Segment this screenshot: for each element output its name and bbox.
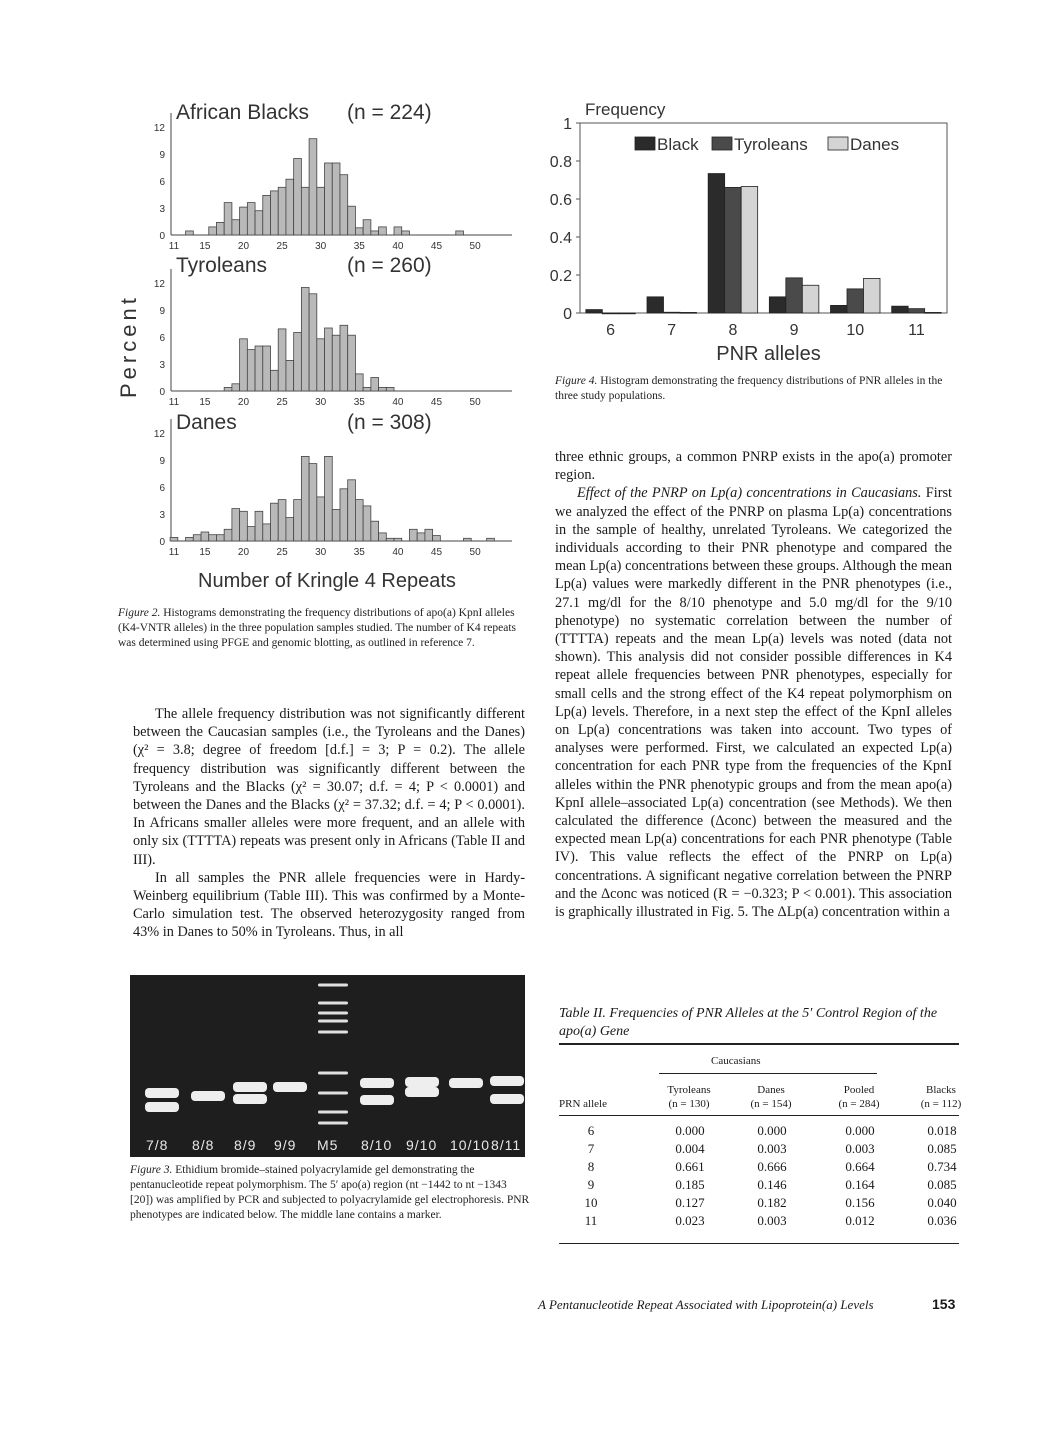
x-tick-label: 50: [469, 241, 481, 252]
marker-band: [318, 984, 348, 987]
histogram-bar: [193, 535, 201, 541]
histogram-bar: [379, 533, 387, 541]
y-tick-label: 12: [153, 429, 165, 440]
frequency-cell: 0.023: [675, 1213, 705, 1228]
histogram-bar: [186, 537, 194, 541]
table-row: [559, 1195, 959, 1213]
histogram-bar: [186, 231, 194, 235]
histogram-bar: [402, 231, 410, 235]
y-tick-label: 0.6: [549, 192, 572, 209]
frequency-cell: 0.085: [927, 1177, 957, 1192]
x-tick-label: 7: [667, 322, 677, 339]
histogram-title: African Blacks: [176, 101, 310, 124]
histogram-bar: [263, 524, 271, 541]
histogram-bar: [294, 500, 302, 541]
gel-lane-label: 7/8: [146, 1137, 169, 1153]
figure-4-chart: [540, 95, 970, 370]
bar-black: [647, 297, 664, 313]
histogram-bar: [379, 227, 387, 235]
figure-4-caption-text: Histogram demonstrating the frequency distributions of PNR alleles in the three study populations.: [555, 375, 943, 402]
figure-3-caption: [130, 1163, 530, 1223]
histogram-bar: [232, 509, 240, 541]
histogram-bar: [332, 163, 340, 235]
y-axis-label-percent: Percent: [116, 294, 141, 398]
page-number: 153: [932, 1296, 956, 1312]
x-tick-label: 50: [469, 547, 481, 558]
marker-band: [318, 1031, 348, 1034]
y-tick-label: 0: [563, 306, 572, 323]
y-tick-label: 9: [159, 456, 165, 467]
histogram-bar: [286, 360, 294, 391]
histogram-bar: [394, 227, 402, 235]
column-label: Danes: [757, 1084, 785, 1096]
histogram-bar: [301, 187, 309, 235]
allele-cell: 7: [587, 1141, 595, 1156]
table-2-title: Table II. Frequencies of PNR Alleles at the 5′ Control Region of the apo(a) Gene: [559, 1006, 938, 1039]
histogram-bar: [340, 175, 348, 235]
legend-label: Black: [657, 135, 699, 154]
histogram-bar: [409, 529, 417, 541]
legend: [635, 135, 899, 154]
histogram-bar: [363, 506, 371, 541]
histogram-bar: [240, 511, 248, 541]
histogram-bar: [240, 207, 248, 235]
x-tick-label: 8: [728, 322, 738, 339]
y-tick-label: 0: [159, 387, 165, 398]
histogram-bar: [240, 339, 248, 391]
histogram-bar: [201, 532, 209, 541]
allele-cell: 9: [587, 1177, 595, 1192]
y-tick-label: 3: [159, 360, 165, 371]
gel-band: [273, 1082, 307, 1092]
histogram-bar: [386, 387, 394, 391]
histogram-bar: [340, 325, 348, 391]
y-tick-label: 9: [159, 150, 165, 161]
bar-tyroleans: [847, 289, 864, 313]
x-tick-label: 9: [789, 322, 799, 339]
histogram-bar: [247, 527, 255, 541]
frequency-cell: 0.146: [757, 1177, 787, 1192]
x-tick-label: 25: [276, 397, 288, 408]
x-tick-label: 45: [430, 397, 443, 408]
histogram-bar: [294, 333, 302, 392]
gel-band: [233, 1082, 267, 1092]
histogram-bar: [278, 329, 286, 391]
table-2-column-header: [743, 1083, 799, 1111]
column-label: Blacks: [926, 1084, 956, 1096]
section-heading: Effect of the PNRP on Lp(a) concentrations in Caucasians.: [577, 485, 922, 502]
column-sample-size: (n = 284): [838, 1098, 880, 1110]
histogram-bar: [394, 538, 402, 541]
allele-cell: 10: [584, 1195, 598, 1210]
histogram-bar: [209, 227, 217, 235]
figure-2-caption-text: Histograms demonstrating the frequency distributions of apo(a) KpnI alleles (K4-VNTR alleles) in the three population samples studied. The number of K4 repeats was determined using PFGE and genomic blotting, as outlined in reference 7.: [118, 607, 517, 649]
x-tick-label: 11: [168, 241, 180, 252]
frequency-cell: 0.004: [675, 1141, 705, 1156]
marker-band: [318, 1072, 348, 1075]
x-tick-label: 15: [199, 397, 211, 408]
histogram-tyroleans: [154, 254, 512, 408]
bar-black: [708, 174, 725, 313]
x-tick-label: 10: [846, 322, 865, 339]
histogram-bar: [286, 518, 294, 541]
gel-image: [130, 975, 525, 1157]
histogram-n-label: (n = 224): [347, 101, 432, 124]
frequency-cell: 0.164: [845, 1177, 875, 1192]
histogram-bar: [170, 537, 178, 541]
y-tick-label: 0.4: [549, 230, 572, 247]
histogram-bar: [425, 529, 433, 541]
table-2-column-header: [559, 1097, 629, 1111]
histogram-bar: [247, 203, 255, 235]
histogram-bar: [371, 378, 379, 392]
figure-2-caption: [118, 606, 526, 651]
legend-label: Tyroleans: [734, 135, 808, 154]
histogram-title: Tyroleans: [176, 254, 268, 277]
histogram-bar: [317, 497, 325, 541]
histogram-bar: [216, 222, 224, 235]
frequency-cell: 0.003: [845, 1141, 875, 1156]
histogram-bar: [379, 387, 387, 391]
histogram-bar: [294, 159, 302, 236]
histogram-bar: [255, 511, 263, 541]
histogram-n-label: (n = 308): [347, 411, 432, 434]
histogram-bar: [325, 456, 333, 541]
gel-lane-label: 8/11: [491, 1137, 522, 1153]
legend-swatch-danes: [828, 137, 848, 150]
histogram-n-label: (n = 260): [347, 254, 432, 277]
histogram-bar: [487, 538, 495, 541]
bar-tyroleans: [908, 309, 925, 313]
histogram-bar: [433, 536, 441, 541]
frequency-cell: 0.182: [757, 1195, 787, 1210]
column-sample-size: (n = 112): [920, 1098, 962, 1110]
allele-cell: 6: [587, 1123, 595, 1138]
gel-band: [360, 1095, 394, 1105]
histogram-bar: [417, 533, 425, 541]
legend-swatch-black: [635, 137, 655, 150]
table-2-column-header: [831, 1083, 887, 1111]
x-tick-label: 20: [237, 547, 250, 558]
table-2-group-header: Caucasians: [711, 1055, 761, 1067]
column-sample-size: (n = 130): [668, 1098, 710, 1110]
gel-band: [405, 1077, 439, 1087]
histogram-bar: [371, 231, 379, 235]
figure-3-caption-label: Figure 3.: [130, 1164, 173, 1176]
bar-danes: [802, 285, 819, 313]
histogram-bar: [456, 231, 464, 235]
table-row: [559, 1141, 959, 1159]
x-axis-label: PNR alleles: [716, 343, 821, 365]
x-tick-label: 35: [353, 397, 365, 408]
y-tick-label: 12: [153, 123, 165, 134]
table-2-column-header: [661, 1083, 717, 1111]
bar-tyroleans: [786, 278, 803, 313]
allele-cell: 8: [587, 1159, 595, 1174]
chart-title: Frequency: [585, 100, 666, 119]
legend-label: Danes: [850, 135, 900, 154]
marker-band: [318, 1111, 348, 1114]
frequency-cell: 0.127: [675, 1195, 705, 1210]
histogram-bar: [309, 139, 317, 235]
histogram-bar: [271, 191, 279, 235]
bar-black: [586, 310, 603, 313]
histogram-title: Danes: [176, 411, 237, 434]
left-column-text: [133, 705, 525, 942]
bar-black: [831, 305, 848, 313]
marker-band: [318, 1020, 348, 1023]
column-label: Pooled: [843, 1084, 875, 1096]
x-tick-label: 20: [237, 241, 250, 252]
x-tick-label: 45: [430, 547, 443, 558]
histogram-bar: [232, 220, 240, 235]
bar-danes: [925, 312, 942, 313]
gel-band: [360, 1078, 394, 1088]
gel-lane-label: 10/10: [450, 1137, 491, 1153]
frequency-cell: 0.012: [845, 1213, 875, 1228]
histogram-bar: [325, 328, 333, 391]
figure-2-caption-label: Figure 2.: [118, 607, 161, 619]
table-2-column-header: [913, 1083, 969, 1111]
histogram-bar: [348, 206, 356, 235]
y-tick-label: 0.8: [549, 154, 572, 171]
histogram-bar: [355, 374, 363, 391]
column-label: Tyroleans: [667, 1084, 711, 1096]
x-tick-label: 11: [908, 322, 925, 339]
y-tick-label: 6: [159, 333, 165, 344]
histogram-bar: [348, 335, 356, 391]
histogram-bar: [301, 456, 309, 541]
frequency-cell: 0.185: [675, 1177, 705, 1192]
histogram-bar: [348, 480, 356, 541]
paragraph: In all samples the PNR allele frequencies were in Hardy-Weinberg equilibrium (Table III). This was confirmed by a Monte-Carlo simulation test. The observed heterozygosity ranged from 43% in Danes to 50% in Tyroleans. Thus, in all: [133, 869, 525, 941]
bar-black: [769, 297, 786, 313]
x-tick-label: 35: [353, 547, 365, 558]
x-tick-label: 35: [353, 241, 365, 252]
gel-lane-label: 9/9: [274, 1137, 297, 1153]
gel-band: [490, 1076, 524, 1086]
y-tick-label: 12: [153, 279, 165, 290]
frequency-cell: 0.085: [927, 1141, 957, 1156]
x-tick-label: 40: [392, 547, 404, 558]
table-row: [559, 1159, 959, 1177]
histogram-bar: [464, 538, 472, 541]
y-tick-label: 0: [159, 231, 165, 242]
histogram-bar: [309, 294, 317, 391]
histogram-bar: [286, 179, 294, 235]
frequency-cell: 0.000: [757, 1123, 787, 1138]
y-tick-label: 1: [563, 116, 572, 133]
bar-danes: [619, 313, 636, 314]
histogram-bar: [278, 500, 286, 541]
figure-4-caption: [555, 374, 960, 404]
y-tick-label: 6: [159, 483, 165, 494]
gel-band: [145, 1102, 179, 1112]
histogram-bar: [224, 529, 232, 541]
frequency-cell: 0.666: [757, 1159, 787, 1174]
column-sample-size: (n = 154): [750, 1098, 792, 1110]
frequency-cell: 0.000: [845, 1123, 875, 1138]
x-tick-label: 50: [469, 397, 481, 408]
bar-tyroleans: [725, 187, 742, 313]
figure-4-caption-label: Figure 4.: [555, 375, 598, 387]
figure-2-histograms: [0, 0, 540, 600]
x-tick-label: 25: [276, 241, 288, 252]
histogram-bar: [355, 228, 363, 235]
histogram-danes: [154, 411, 512, 558]
section-text: First we analyzed the effect of the PNRP on plasma Lp(a) concentrations in the sample of healthy, unrelated Tyroleans. We categorized the individuals according to their PNR phenotype and compared the mean Lp(a) concentrations between these groups. Although the mean Lp(a) values were markedly different in the PNR phenotypes (i.e., 27.1 mg/dl for the 8/10 phenotype and 5.0 mg/dl for the 9/10 phenotype) no systematic correlation between the number of (TTTTA) repeats and the mean Lp(a) levels was noted (data not shown). This analysis did not consider possible differences in K4 repeat allele frequencies between PNR phenotypes, especially for small cells and the strong effect of the K4 repeat polymorphism on Lp(a) levels. Therefore, in a next step the effect of the KpnI alleles on Lp(a) concentrations was taken into account. Two types of analyses were performed. First, we calculated an expected Lp(a) concentration for each PNR type from the frequencies of the KpnI alleles within the PNR phenotypic groups and from the mean apo(a) KpnI allele–associated Lp(a) concentration (see Methods). We then calculated the difference (Δconc) between the measured and the expected mean Lp(a) concentrations for each PNR phenotype (Table IV). This value reflects the effect of the PNRP on Lp(a) concentrations. A significant negative correlation between the PNRP and the Δconc was noticed (R = −0.323; P < 0.001). This association is graphically illustrated in Fig. 5. The ΔLp(a) concentration within a: [555, 485, 952, 921]
histogram-bar: [255, 211, 263, 235]
frequency-cell: 0.003: [757, 1213, 787, 1228]
y-tick-label: 3: [159, 204, 165, 215]
histogram-bar: [209, 535, 217, 541]
gel-band: [405, 1087, 439, 1097]
histogram-bar: [325, 163, 333, 235]
histogram-bar: [255, 346, 263, 391]
gel-band: [145, 1088, 179, 1098]
column-label: PRN allele: [559, 1098, 607, 1110]
bar-danes: [741, 186, 758, 313]
histogram-bar: [332, 510, 340, 542]
frequency-cell: 0.040: [927, 1195, 957, 1210]
gel-bands: [130, 975, 525, 1157]
x-tick-label: 20: [237, 397, 250, 408]
table-row: [559, 1123, 959, 1141]
histogram-bar: [340, 489, 348, 541]
histogram-bar: [216, 535, 224, 541]
table-2: [559, 1043, 962, 1228]
x-tick-label: 11: [168, 397, 180, 408]
x-tick-label: 45: [430, 241, 443, 252]
frequency-cell: 0.156: [845, 1195, 875, 1210]
running-title: A Pentanucleotide Repeat Associated with Lipoprotein(a) Levels: [538, 1297, 874, 1312]
x-axis-label-kringle: Number of Kringle 4 Repeats: [198, 570, 456, 592]
x-tick-label: 11: [168, 547, 180, 558]
x-tick-label: 6: [606, 322, 616, 339]
bar-danes: [864, 278, 881, 313]
histogram-bar: [263, 195, 271, 235]
frequency-cell: 0.661: [675, 1159, 705, 1174]
paragraph: The allele frequency distribution was not significantly different between the Caucasian samples (i.e., the Tyroleans and the Danes) (χ² = 3.8; degree of freedom [d.f.] = 3; P = 0.2). The allele frequency distribution was significantly different between the Tyroleans and the Blacks (χ² = 30.07; d.f. = 4; P < 0.0001) and between the Danes and the Blacks (χ² = 37.32; d.f. = 4; P < 0.0001). In Africans smaller alleles were more frequent, and an allele with only six (TTTTA) repeats was present only in Africans (Table II and III).: [133, 706, 525, 868]
gel-lane-label: M5: [317, 1137, 339, 1153]
marker-band: [318, 1092, 348, 1095]
frequency-cell: 0.000: [675, 1123, 705, 1138]
histogram-bar: [301, 288, 309, 392]
x-tick-label: 40: [392, 241, 404, 252]
x-tick-label: 30: [315, 547, 327, 558]
gel-lane-label: 8/10: [361, 1137, 393, 1153]
gel-lane-label: 8/9: [234, 1137, 257, 1153]
histogram-bar: [386, 538, 394, 541]
histogram-bar: [271, 503, 279, 541]
figure-3-caption-text: Ethidium bromide–stained polyacrylamide gel demonstrating the pentanucleotide repeat polymorphism. The 5′ apo(a) region (nt −1442 to nt −1343 [20]) was amplified by PCR and subjected to polyacrylamide gel electrophoresis. PNR phenotypes are indicated below. The middle lane contains a marker.: [130, 1164, 530, 1221]
bar-black: [892, 306, 909, 313]
marker-band: [318, 1002, 348, 1005]
histogram-bar: [278, 187, 286, 235]
gel-band: [449, 1078, 483, 1088]
histogram-bar: [247, 350, 255, 391]
bar-tyroleans: [602, 313, 619, 314]
histogram-bar: [317, 339, 325, 391]
paragraph: three ethnic groups, a common PNRP exists in the apo(a) promoter region.: [555, 449, 952, 484]
marker-band: [318, 1122, 348, 1125]
marker-band: [318, 1012, 348, 1015]
frequency-cell: 0.036: [927, 1213, 957, 1228]
frequency-cell: 0.003: [757, 1141, 787, 1156]
histogram-bar: [332, 335, 340, 391]
histogram-bar: [263, 346, 271, 391]
gel-band: [191, 1091, 225, 1101]
table-row: [559, 1213, 959, 1231]
histogram-bar: [363, 387, 371, 391]
x-tick-label: 15: [199, 241, 211, 252]
gel-band: [233, 1094, 267, 1104]
y-tick-label: 0.2: [549, 268, 572, 285]
x-tick-label: 40: [392, 397, 404, 408]
x-tick-label: 30: [315, 241, 327, 252]
bar-tyroleans: [664, 312, 681, 313]
histogram-bar: [224, 387, 232, 391]
gel-lane-label: 9/10: [406, 1137, 438, 1153]
histogram-bar: [371, 521, 379, 541]
right-column-text: [555, 448, 952, 921]
gel-lane-label: 8/8: [192, 1137, 215, 1153]
histogram-bar: [232, 384, 240, 391]
frequency-cell: 0.664: [845, 1159, 875, 1174]
y-tick-label: 3: [159, 510, 165, 521]
legend-swatch-tyroleans: [712, 137, 732, 150]
y-tick-label: 9: [159, 306, 165, 317]
histogram-african-blacks: [154, 101, 512, 252]
histogram-bar: [271, 370, 279, 391]
histogram-bar: [355, 500, 363, 541]
allele-cell: 11: [584, 1213, 598, 1228]
frequency-cell: 0.734: [927, 1159, 957, 1174]
bar-danes: [680, 312, 697, 313]
frequency-cell: 0.018: [927, 1123, 957, 1138]
y-tick-label: 6: [159, 177, 165, 188]
histogram-bar: [363, 220, 371, 235]
paragraph: [555, 484, 952, 921]
table-2-header: [559, 1083, 962, 1113]
y-tick-label: 0: [159, 537, 165, 548]
table-row: [559, 1177, 959, 1195]
x-tick-label: 25: [276, 547, 288, 558]
histogram-bar: [309, 464, 317, 541]
gel-band: [490, 1094, 524, 1104]
x-tick-label: 15: [199, 547, 211, 558]
x-tick-label: 30: [315, 397, 327, 408]
histogram-bar: [224, 203, 232, 235]
histogram-bar: [317, 187, 325, 235]
